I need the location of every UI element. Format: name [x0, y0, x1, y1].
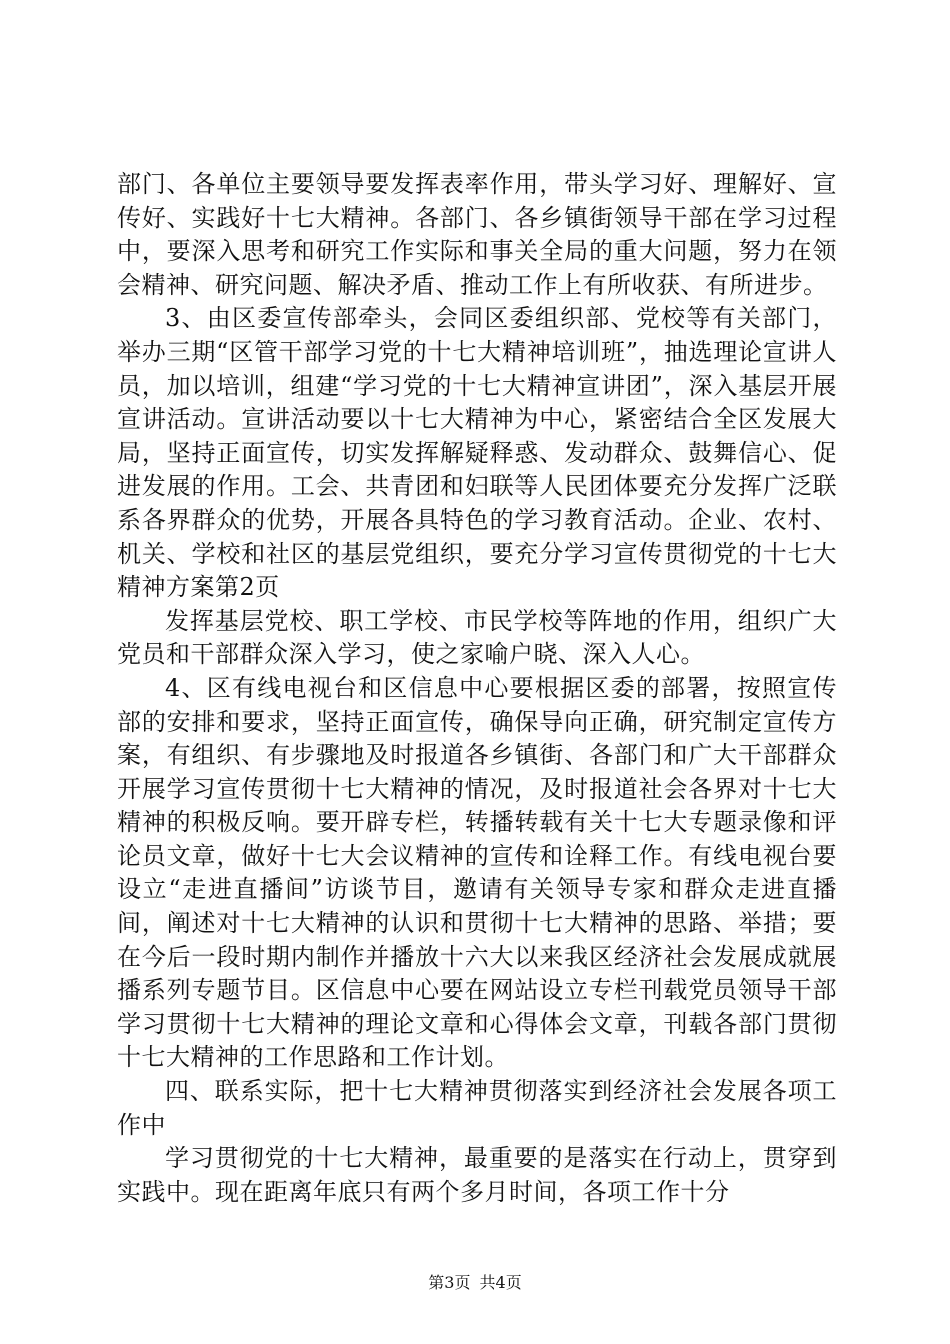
paragraph-6: 学习贯彻党的十七大精神，最重要的是落实在行动上，贯穿到实践中。现在距离年底只有两个多月时间，各项工作十分 [117, 1144, 837, 1206]
page-total: 共4页 [479, 1273, 522, 1292]
page-number: 第3页 [428, 1273, 471, 1292]
paragraph-3: 发挥基层党校、职工学校、市民学校等阵地的作用，组织广大党员和干部群众深入学习，使之家喻户晓、深入人心。 [117, 606, 837, 669]
paragraph-4: 4、区有线电视台和区信息中心要根据区委的部署，按照宣传部的安排和要求，坚持正面宣传，确保导向正确，研究制定宣传方案，有组织、有步骤地及时报道各乡镇街、各部门和广大干部群众开展学习宣传贯彻十七大精神的情况，及时报道社会各界对十七大精神的积极反响。要开辟专栏，转播转载有关十七大专题录像和评论员文章，做好十七大会议精神的宣传和诠释工作。有线电视台要设立“走进直播间”访谈节目，邀请有关领导专家和群众走进直播间，阐述对十七大精神的认识和贯彻十七大精神的思路、举措；要在今后一段时期内制作并播放十六大以来我区经济社会发展成就展播系列专题节目。区信息中心要在网站设立专栏刊载党员领导干部学习贯彻十七大精神的理论文章和心得体会文章，刊载各部门贯彻十七大精神的工作思路和工作计划。 [117, 673, 837, 1072]
paragraph-2: 3、由区委宣传部牵头，会同区委组织部、党校等有关部门，举办三期“区管干部学习党的十七大精神培训班”，抽选理论宣讲人员，加以培训，组建“学习党的十七大精神宣讲团”，深入基层开展宣讲活动。宣讲活动要以十七大精神为中心，紧密结合全区发展大局，坚持正面宣传，切实发挥解疑释惑、发动群众、鼓舞信心、促进发展的作用。工会、共青团和妇联等人民团体要充分发挥广泛联系各界群众的优势，开展各具特色的学习教育活动。企业、农村、机关、学校和社区的基层党组织，要充分学习宣传贯彻党的十七大精神方案第2页 [117, 304, 837, 602]
body-text [117, 168, 837, 1209]
paragraph-1: 部门、各单位主要领导要发挥表率作用，带头学习好、理解好、宣传好、实践好十七大精神。各部门、各乡镇街领导干部在学习过程中，要深入思考和研究工作实际和事关全局的重大问题，努力在领会精神、研究问题、解决矛盾、推动工作上有所收获、有所进步。 [117, 170, 837, 299]
section-heading-4: 四、联系实际，把十七大精神贯彻落实到经济社会发展各项工作中 [117, 1077, 837, 1139]
page-footer [0, 1270, 950, 1293]
